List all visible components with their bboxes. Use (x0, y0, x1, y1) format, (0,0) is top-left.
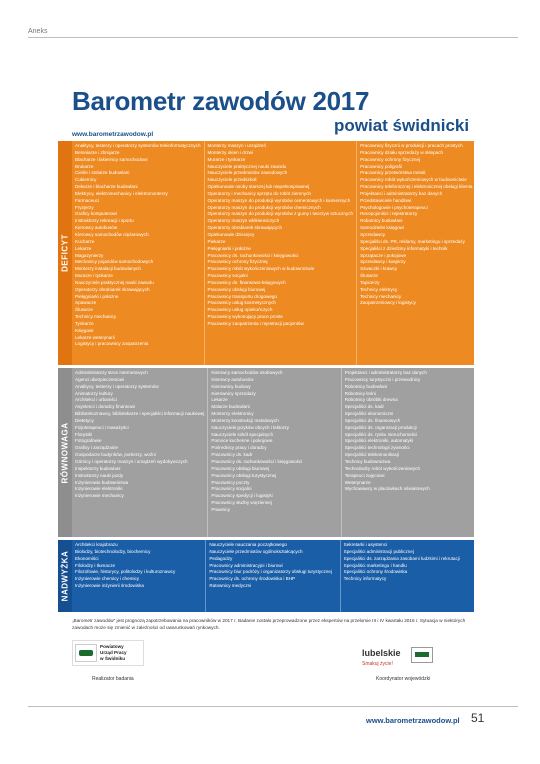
caption-realizator: Realizator badania (92, 676, 134, 682)
occupation-item: Technicy mechanicy (75, 314, 117, 320)
occupation-item: Robotnicy budowlani (360, 218, 403, 224)
occupation-item: Pracownicy telefonicznej i elektronicznej obsługi klienta (360, 184, 473, 190)
page-header (28, 20, 518, 38)
occupation-item: Projektanci i administratorzy baz danych (360, 190, 443, 196)
occupation-item: Gospodarze budynków, portierzy, woźni (75, 452, 156, 458)
occupation-item: Kierowcy samochodów ciężarowych (75, 231, 149, 237)
occupation-item: Technicy elektrycy (360, 286, 398, 292)
occupation-item: Pielęgniarki i położne (207, 245, 251, 251)
page-subtitle: powiat świdnicki (334, 116, 470, 135)
band-deficyt (58, 141, 474, 365)
occupation-item: Księgowi (75, 327, 94, 333)
deficyt-col-2 (204, 141, 357, 365)
occupation-item: Tapicerzy (360, 279, 380, 285)
occupation-item: Pracownicy biur podróży i organizatorzy obsługi turystycznej (209, 569, 332, 575)
occupation-item: Weterynarze (344, 479, 371, 485)
occupation-item: Ekonomiści (75, 555, 99, 561)
occupation-item: Analitycy, testerzy i operatorzy systemów (75, 383, 159, 389)
occupation-item: Specjaliści ds. rynku nieruchomości (344, 431, 418, 437)
pup-logo (72, 640, 144, 666)
occupation-item: Pracownicy socjalni (211, 486, 252, 492)
occupation-item: Szwaczki i krawcy (360, 266, 398, 272)
occupation-item: Fizjoterapeuci i masażyści (75, 424, 129, 430)
occupation-item: Logistycy i pracownicy zaopatrzenia (75, 341, 149, 347)
occupation-item: Dietetycy (75, 417, 94, 423)
occupation-item: Zaopatrzeniowcy i logistycy (360, 300, 416, 306)
occupation-item: Nauczyciele języków obcych i lektorzy (211, 424, 289, 430)
occupation-item: Pracownicy robót wykończeniowych w budownictwie (360, 177, 467, 183)
occupation-item: Nauczyciele nauczania początkowego (209, 542, 287, 547)
occupation-item: Operatorzy maszyn do produkcji wyrobów z gumy i tworzyw sztucznych (207, 211, 354, 217)
occupation-item: Tynkarze (75, 320, 94, 326)
occupation-item: Inżynierowie chemicy i chemicy (75, 576, 140, 582)
band-label-nadwyzka: NADWYŻKA (58, 540, 72, 612)
occupation-item: Pracownicy przetwórstwa metali (360, 170, 426, 176)
occupation-item: Pracownicy poczty (211, 479, 250, 485)
occupation-item: Technicy budownictwa (344, 458, 391, 464)
occupation-item: Betoniarze i zbrojarze (75, 149, 120, 155)
occupation-item: Pomoce kuchenne i pokojowe (211, 438, 273, 444)
occupation-item: Instruktorzy rekreacji i sportu (75, 218, 134, 224)
occupation-item: Ślusarze (360, 273, 378, 279)
occupation-item: Piekarze (207, 238, 226, 244)
occupation-item: Magazynierzy (75, 252, 104, 258)
occupation-item: Pracownicy ds. ochrony środowiska i BHP (209, 576, 296, 582)
occupation-item: Operatorzy obrabiarek skrawających (207, 225, 283, 231)
occupation-item: Pracownicy działu sprzedaży w sklepach (360, 149, 444, 155)
occupation-item: Monterzy okien i drzwi (207, 149, 253, 155)
occupation-item: Specjaliści marketingu i handlu (343, 562, 407, 568)
occupation-item: Animatorzy kultury (75, 390, 113, 396)
footer-divider (28, 706, 518, 707)
methodology-note: „Barometr zawodów” jest prognozą zapotrzebowania na pracowników w 2017 r. Badanie zostało przeprowadzone przez ekspertów na przełomie III i IV kwartału 2016 r. Sytuacja w niektórych zawodach może się zmienić w zależności od uwarunkowań rynkowych. (72, 618, 466, 630)
occupation-item: Opiekunowie dziecięcy (207, 231, 255, 237)
occupation-item: Technolodzy robót wykończeniowych (344, 465, 421, 471)
occupation-item: Nauczyciele przedmiotów zawodowych (207, 170, 288, 176)
occupation-item: Prawnicy (211, 506, 231, 512)
occupation-item: Ślusarze (75, 307, 93, 313)
pup-logo-line-3: w Świdniku (100, 656, 126, 661)
occupation-item: Analitycy, testerzy i operatorzy systemów teleinformatycznych (75, 143, 201, 148)
occupation-item: Robotnicy leśni (344, 390, 376, 396)
footer-website-link[interactable]: www.barometrzawodow.pl (366, 716, 460, 725)
occupation-item: Fotografowie (75, 438, 102, 444)
occupation-item: Kierowcy samochodów osobowych (211, 370, 283, 375)
occupation-item: Robotnicy budowlani (344, 383, 388, 389)
occupation-item: Specjaliści ds. organizacji produkcji (344, 424, 417, 430)
occupation-item: Specjaliści ekonomiczni (344, 411, 394, 417)
occupation-item: Florystki (75, 431, 93, 437)
occupation-item: Specjaliści ds. PR, reklamy, marketingu i sprzedaży (360, 238, 465, 244)
deficyt-col-1 (72, 141, 204, 365)
occupation-item: Pedagodzy (209, 555, 233, 561)
pup-logo-line-2: Urząd Pracy (100, 650, 127, 655)
occupation-item: Pracownicy obsługi turystycznej (211, 472, 277, 478)
occupation-item: Specjaliści technologii żywności (344, 445, 410, 451)
occupation-item: Kierownicy budowy (211, 383, 251, 389)
rownowaga-col-1 (72, 368, 207, 537)
occupation-item: Pracownicy spedycji i logistyki (211, 493, 273, 499)
occupation-item: Pracownicy turystyczni i przewodnicy (344, 376, 421, 382)
occupation-item: Operatorzy obrabiarek skrawających (75, 286, 150, 292)
occupation-item: Specjaliści ds. kadr (344, 404, 385, 410)
occupation-item: Murarze i tynkarze (207, 156, 246, 162)
occupation-item: Sekretarki i asystenci (343, 542, 388, 547)
occupation-item: Brukarze (75, 163, 94, 169)
lubelskie-logo (362, 644, 458, 666)
occupation-item: Nauczyciele przedmiotów ogólnokształcących (209, 548, 303, 554)
occupation-item: Mechanicy pojazdów samochodowych (75, 259, 154, 265)
occupation-item: Specjaliści z dziedziny informatyki i technik (360, 245, 448, 251)
occupation-item: Inżynierowie inżynierii środowiska (75, 583, 144, 589)
occupation-item: Pracownicy wykonujący prace proste (207, 314, 283, 320)
occupation-item: Agenci ubezpieczeniowi (75, 376, 125, 382)
rownowaga-col-2 (207, 368, 340, 537)
occupation-item: Monterzy maszyn i urządzeń (207, 143, 266, 148)
occupation-item: Dekarze i blacharze budowlani (75, 184, 138, 190)
occupation-item: Pracownicy usług opiekuńczych (207, 307, 273, 313)
occupation-item: Monterzy instalacji budowlanych (75, 266, 141, 272)
occupation-item: Monterzy konstrukcji metalowych (211, 417, 279, 423)
nadwyzka-col-3 (340, 540, 474, 612)
occupation-item: Inżynierowie mechanicy (75, 493, 124, 499)
page-number: 51 (471, 711, 485, 725)
band-rownowaga (58, 368, 474, 537)
occupation-item: Terapeuci zajęciowi (344, 472, 385, 478)
occupation-item: Specjaliści telekomunikacji (344, 452, 400, 458)
occupation-item: Sprzedawcy i kasjerzy (360, 259, 406, 265)
occupation-item: Biolodzy, biotechnolodzy, biochemicy (75, 548, 151, 554)
occupation-item: Pracownicy ds. rachunkowości i księgowości (211, 458, 303, 464)
occupation-item: Przedstawiciele handlowi (360, 197, 412, 203)
occupation-item: Operatorzy maszyn do produkcji wyrobów chemicznych (207, 204, 321, 210)
occupation-item: Filolodzy i tłumacze (75, 562, 116, 568)
occupation-item: Inżynierowie elektroniki (75, 486, 123, 492)
occupation-item: Filozofowie, historycy, politolodzy i kulturoznawcy (75, 569, 176, 575)
pup-logo-line-1: Powiatowy (100, 644, 124, 649)
occupation-item: Pracownicy obsługi biurowej (211, 465, 270, 471)
band-label-deficyt: DEFICYT (58, 141, 72, 365)
section-label: Aneks (28, 28, 48, 35)
occupation-item: Pracownicy usług kosmetycznych (207, 300, 276, 306)
occupation-item: Specjaliści ochrony środowiska (343, 569, 408, 575)
occupation-item: Kierowcy autobusów (211, 376, 254, 382)
occupation-item: Kucharze (75, 238, 95, 244)
occupation-item: Psychologowie i psychoterapeuci (360, 204, 428, 210)
occupation-item: Robotnicy obróbki drewna (344, 397, 398, 403)
occupation-item: Nauczyciele szkół specjalnych (211, 431, 274, 437)
occupation-item: Operatorzy maszyn włókienniczych (207, 218, 280, 224)
occupation-item: Spawacze (75, 300, 97, 306)
nadwyzka-col-2 (205, 540, 339, 612)
occupation-item: Pośrednicy pracy i doradcy (211, 445, 267, 451)
caption-koordynator: Koordynator wojewódzki (376, 676, 431, 682)
occupation-item: Projektanci i administratorzy baz danych (344, 370, 427, 375)
occupation-item: Pracownicy administracyjni i biurowi (209, 562, 283, 568)
deficyt-col-3 (356, 141, 475, 365)
occupation-item: Architekci i urbaniści (75, 397, 117, 403)
occupation-item: Pracownicy służby więziennej (211, 500, 272, 506)
occupation-item: Specjaliści ds. zarządzania zasobami ludzkimi i rekrutacji (343, 555, 460, 561)
occupation-item: Wychowawcy w placówkach oświatowych (344, 486, 430, 492)
occupation-item: Farmaceuci (75, 197, 99, 203)
occupation-item: Nauczyciele praktycznej nauki zawodu (207, 163, 287, 169)
occupation-item: Administratorzy stron internetowych (75, 370, 148, 375)
occupation-item: Sprzedawcy (360, 231, 386, 237)
occupation-item: Specjaliści administracji publicznej (343, 548, 414, 554)
occupation-item: Kierowcy autobusów (75, 225, 118, 231)
occupation-item: Technicy mechanicy (360, 293, 402, 299)
occupation-item: Pracownicy obsługi biurowej (207, 286, 266, 292)
occupation-item: Specjaliści elektroniki, automatyki (344, 438, 414, 444)
lubelskie-logo-name: lubelskie (362, 648, 401, 658)
occupation-item: Cieśle i stolarze budowlani (75, 170, 130, 176)
occupation-item: Pracownicy ochrony fizycznej (360, 156, 421, 162)
occupation-item: Murarze i tynkarze (75, 273, 113, 279)
occupation-item: Bibliotekoznawcy, bibliotekarze i specjaliści informacji naukowej (75, 411, 205, 417)
occupation-item: Specjaliści ds. finansowych (344, 417, 401, 423)
occupation-item: Blacharze i lakiernicy samochodowi (75, 156, 148, 162)
occupation-item: Operatorzy i mechanicy sprzętu do robót ziemnych (207, 190, 311, 196)
occupation-item: Lekarze (75, 245, 92, 251)
occupation-item: Pracownicy ds. finansowo-księgowych (207, 279, 286, 285)
occupation-item: Technicy informatycy (343, 576, 387, 582)
occupation-item: Monterzy elektronicy (211, 411, 254, 417)
occupation-item: Lekarze weterynarii (75, 334, 115, 340)
occupation-item: Graficy komputerowi (75, 211, 117, 217)
occupation-item: Górnicy i operatorzy maszyn i urządzeń wydobywczych (75, 458, 188, 464)
occupation-item: Pracownicy socjalni (207, 273, 248, 279)
website-link[interactable]: www.barometrzawodow.pl (72, 131, 154, 138)
wup-crest-icon (411, 647, 433, 663)
pup-logo-icon (75, 644, 97, 662)
occupation-item: Pracownicy ds. kadr (211, 452, 253, 458)
occupation-item: Pracownicy zaopatrzenia i rejestracji pacjentów (207, 320, 304, 326)
occupation-item: Asystenci i doradcy finansowi (75, 404, 136, 410)
occupation-item: Opiekunowie osoby starszej lub niepełnosprawnej (207, 184, 310, 190)
occupation-item: Ratownicy medyczni (209, 583, 252, 589)
occupation-item: Pracownicy poligrafii (360, 163, 402, 169)
occupation-item: Pracownicy robót wykończeniowych w budownictwie (207, 266, 315, 272)
occupation-item: Nauczyciele przedszkoli (207, 177, 257, 183)
occupation-item: Malarze budowlani (211, 404, 250, 410)
occupation-item: Pracownicy ochrony fizycznej (207, 259, 268, 265)
lubelskie-logo-tagline: Smakuj życie! (362, 661, 393, 667)
occupation-item: Elektrycy, elektromechanicy i elektromonterzy (75, 190, 168, 196)
occupation-item: Inspektorzy budowlani (75, 465, 121, 471)
occupation-item: Pracownicy transportu drogowego (207, 293, 277, 299)
occupation-item: Nauczyciele praktycznej nauki zawodu (75, 279, 154, 285)
page-title: Barometr zawodów 2017 (72, 86, 370, 116)
occupation-item: Samodzielni księgowi (360, 225, 404, 231)
occupation-item: Graficy i zarządzanie (75, 445, 118, 451)
occupation-item: Pielęgniarki i położne (75, 293, 119, 299)
occupation-item: Cukiernicy (75, 177, 97, 183)
occupation-item: Recepcjoniści i rejestratorzy (360, 211, 418, 217)
rownowaga-col-3 (341, 368, 474, 537)
occupation-item: Instruktorzy nauki jazdy (75, 472, 123, 478)
band-nadwyzka (58, 540, 474, 612)
occupation-item: Architekci krajobrazu (75, 542, 118, 547)
occupation-item: Inżynierowie budownictwa (75, 479, 129, 485)
occupation-item: Fryzjerzy (75, 204, 94, 210)
band-label-rownowaga: RÓWNOWAGA (58, 368, 72, 537)
occupation-item: Lekarze (211, 397, 228, 403)
nadwyzka-col-1 (72, 540, 205, 612)
occupation-item: Sprzątacze i pokojowe (360, 252, 407, 258)
occupation-item: Kierownicy sprzedaży (211, 390, 256, 396)
occupation-item: Operatorzy maszyn do produkcji wyrobów cementowych i kamiennych (207, 197, 351, 203)
occupation-item: Pracownicy fizyczni w produkcji i pracach prostych (360, 143, 463, 148)
occupation-item: Pracownicy ds. rachunkowości i księgowości (207, 252, 299, 258)
